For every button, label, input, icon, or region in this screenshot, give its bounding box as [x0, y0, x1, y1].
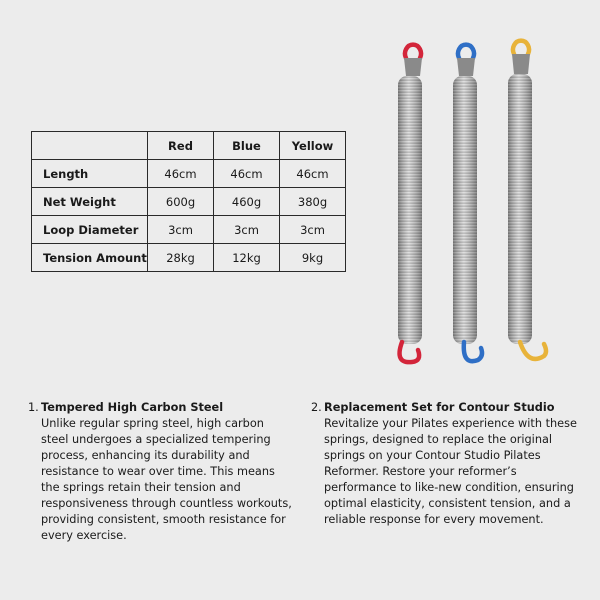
row-label-net-weight: Net Weight: [32, 188, 148, 216]
row-label-tension-amount: Tension Amount: [32, 244, 148, 272]
springs-illustration: [370, 30, 570, 370]
top-loop: [458, 45, 474, 58]
top-loop: [405, 45, 421, 58]
table-row: [32, 216, 346, 244]
connector: [404, 58, 422, 76]
connector: [457, 58, 475, 76]
table-cell: 3cm: [148, 216, 214, 244]
table-header-corner: [32, 132, 148, 160]
table-row: [32, 188, 346, 216]
table-cell: 46cm: [148, 160, 214, 188]
table-cell: 3cm: [214, 216, 280, 244]
feature-title: Replacement Set for Contour Studio: [324, 401, 555, 414]
coil-shade: [508, 74, 532, 344]
spring-red: [398, 45, 422, 363]
feature-body: Revitalize your Pilates experience with these springs, designed to replace the original springs on your Contour Studio Pilates Reformer. Restore your reformer’s performance to like-new condition, ensuring optimal elasticity, consistent tension, and a reliable response for every movement.: [324, 417, 577, 526]
table-cell: 46cm: [280, 160, 346, 188]
table-cell: 460g: [214, 188, 280, 216]
table-header-yellow: Yellow: [280, 132, 346, 160]
row-label-loop-diameter: Loop Diameter: [32, 216, 148, 244]
table-row: [32, 160, 346, 188]
top-loop: [513, 41, 529, 54]
table-cell: 3cm: [280, 216, 346, 244]
connector: [512, 54, 530, 74]
feature-body: Unlike regular spring steel, high carbon steel undergoes a specialized tempering process, enhancing its durability and resistance to wear over time. This means the springs retain their tension and responsiveness through countless workouts, providing consistent, smooth resistance for every exercise.: [41, 417, 292, 542]
feature-number: 1.: [28, 401, 39, 414]
coil-shade: [453, 76, 477, 344]
spec-table: [31, 131, 346, 272]
feature-number: 2.: [311, 401, 322, 414]
coil-shade: [398, 76, 422, 344]
bottom-hook: [400, 342, 420, 362]
row-label-length: Length: [32, 160, 148, 188]
table-cell: 12kg: [214, 244, 280, 272]
table-cell: 46cm: [214, 160, 280, 188]
table-header-blue: Blue: [214, 132, 280, 160]
feature-item-1: [28, 400, 293, 544]
table-cell: 600g: [148, 188, 214, 216]
spring-yellow: [508, 41, 546, 359]
bottom-hook: [520, 342, 546, 359]
bottom-hook: [464, 342, 482, 361]
feature-title: Tempered High Carbon Steel: [41, 401, 224, 414]
table-row: [32, 244, 346, 272]
table-header-row: [32, 132, 346, 160]
table-cell: 28kg: [148, 244, 214, 272]
table-cell: 9kg: [280, 244, 346, 272]
feature-item-2: [311, 400, 579, 528]
spring-blue: [453, 45, 482, 362]
table-cell: 380g: [280, 188, 346, 216]
table-header-red: Red: [148, 132, 214, 160]
